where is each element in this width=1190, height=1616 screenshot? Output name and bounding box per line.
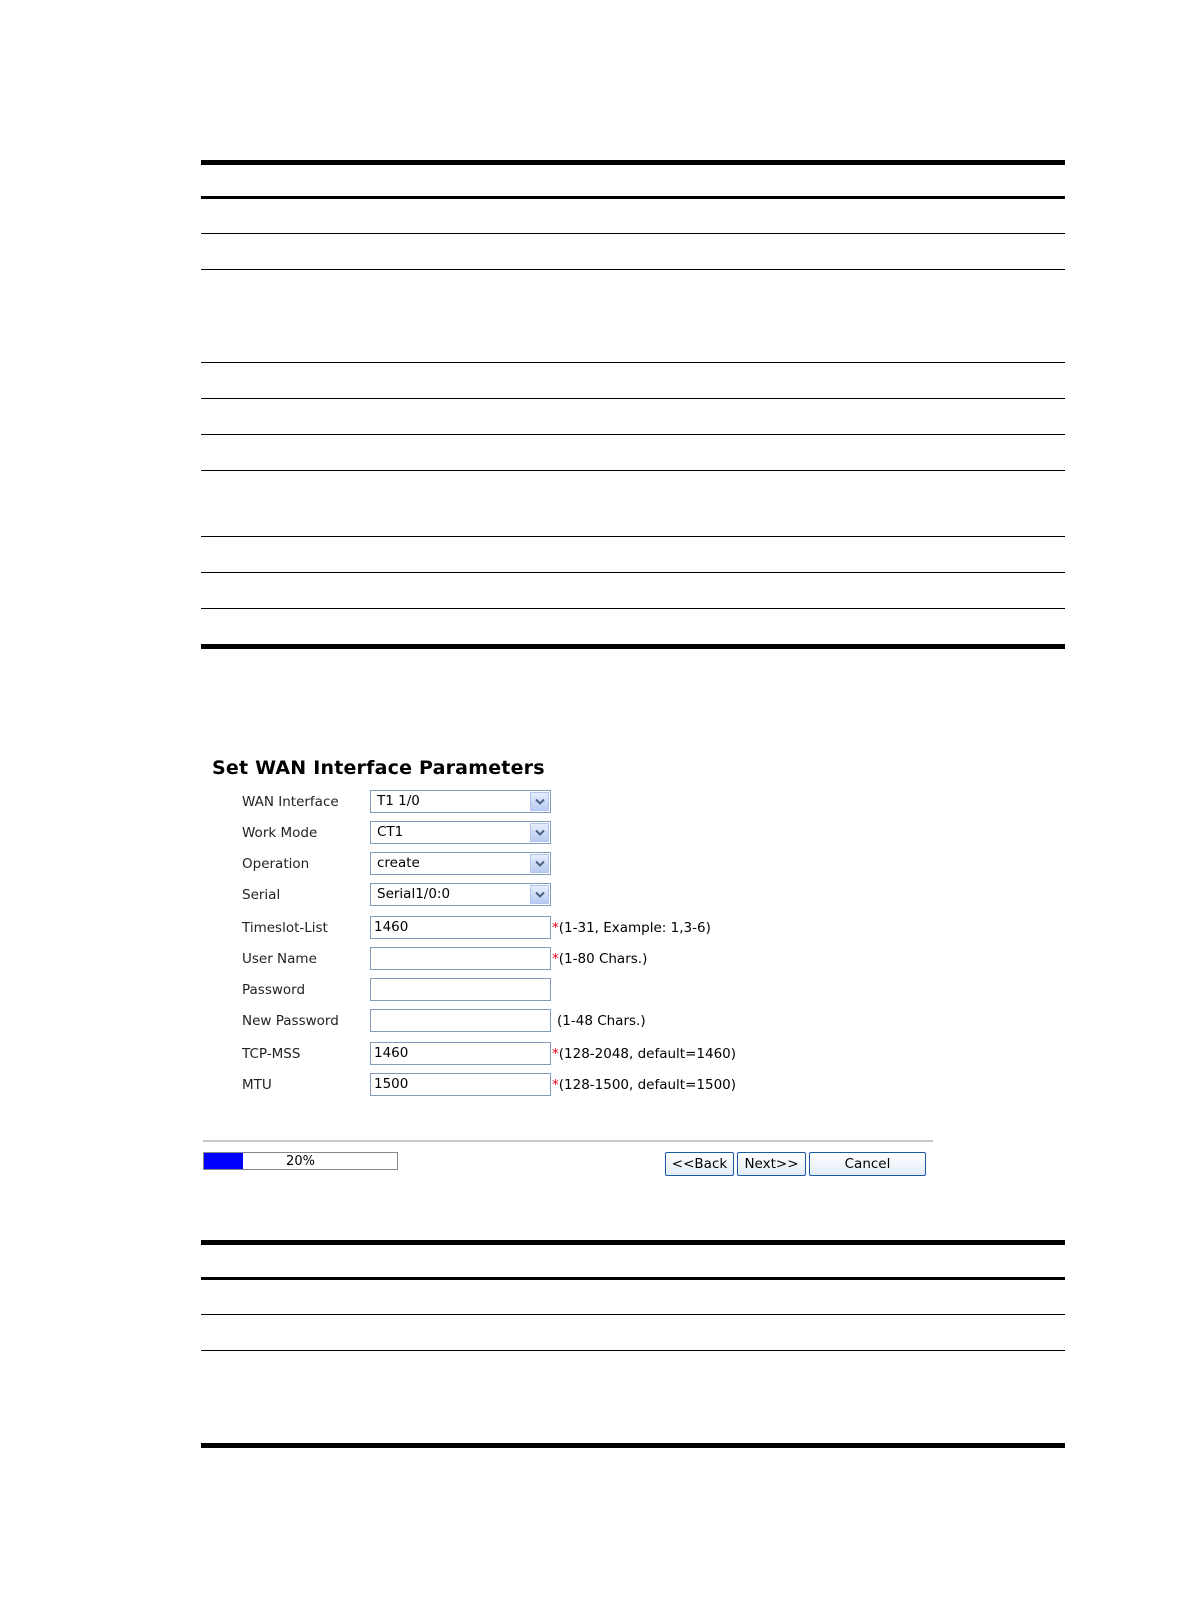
chevron-down-icon[interactable] (530, 792, 549, 811)
field-hint (552, 951, 647, 967)
field-label: Timeslot-List (242, 920, 328, 936)
field-hint (557, 1013, 646, 1029)
hint-text: (1-80 Chars.) (558, 951, 648, 967)
form-row (200, 821, 940, 847)
chevron-down-icon[interactable] (530, 885, 549, 904)
wan-interface-panel (200, 740, 940, 1180)
field-hint (552, 1077, 736, 1093)
required-mark: * (552, 1077, 559, 1093)
hint-text: (128-1500, default=1500) (558, 1077, 737, 1093)
form-row (200, 916, 940, 942)
separator (203, 1140, 933, 1142)
field-label: New Password (242, 1013, 339, 1029)
user-name-input[interactable] (370, 947, 551, 970)
work-mode-select[interactable] (370, 821, 551, 844)
progress-label: 20% (286, 1154, 315, 1169)
chevron-down-icon[interactable] (530, 823, 549, 842)
table-rule (201, 233, 1065, 234)
serial-select[interactable] (370, 883, 551, 906)
required-mark: * (552, 1046, 559, 1062)
table-rule (201, 1314, 1065, 1315)
field-value: T1 1/0 (377, 793, 420, 809)
table-rule (201, 434, 1065, 435)
field-value: Serial1/0:0 (377, 886, 451, 902)
field-value: 1460 (374, 919, 409, 935)
table-rule (201, 536, 1065, 537)
table-rule (201, 196, 1065, 199)
field-label: Work Mode (242, 825, 318, 841)
cancel-button[interactable]: Cancel (809, 1152, 926, 1176)
field-value: 1500 (374, 1076, 409, 1092)
required-mark: * (552, 951, 559, 967)
operation-select[interactable] (370, 852, 551, 875)
hint-text: (1-31, Example: 1,3-6) (558, 920, 711, 936)
table-rule (201, 398, 1065, 399)
timeslot-list-input[interactable] (370, 916, 551, 939)
field-value: 1460 (374, 1045, 409, 1061)
field-hint (552, 920, 711, 936)
next-button[interactable]: Next>> (737, 1152, 806, 1176)
table-rule (201, 1240, 1065, 1245)
form-row (200, 1042, 940, 1068)
table-rule (201, 1277, 1065, 1280)
progress-bar (203, 1152, 398, 1170)
required-mark: * (552, 920, 559, 936)
table-rule (201, 269, 1065, 270)
field-label: TCP-MSS (242, 1046, 301, 1062)
table-rule (201, 362, 1065, 363)
form-row (200, 947, 940, 973)
wan-interface-select[interactable] (370, 790, 551, 813)
table-rule (201, 160, 1065, 165)
form-row (200, 883, 940, 909)
password-input[interactable] (370, 978, 551, 1001)
field-label: Serial (242, 887, 281, 903)
mtu-input[interactable] (370, 1073, 551, 1096)
back-button[interactable]: <<Back (665, 1152, 734, 1176)
form-row (200, 790, 940, 816)
table-rule (201, 572, 1065, 573)
form-row (200, 1073, 940, 1099)
form-row (200, 1009, 940, 1035)
chevron-down-icon[interactable] (530, 854, 549, 873)
panel-title: Set WAN Interface Parameters (212, 757, 545, 779)
field-label: User Name (242, 951, 317, 967)
table-rule (201, 644, 1065, 649)
table-rule (201, 608, 1065, 609)
field-label: Password (242, 982, 306, 998)
table-rule (201, 1350, 1065, 1351)
field-value: create (377, 855, 420, 871)
field-hint (552, 1046, 736, 1062)
field-label: Operation (242, 856, 310, 872)
form-row (200, 852, 940, 878)
table-rule (201, 470, 1065, 471)
field-label: WAN Interface (242, 794, 339, 810)
field-value: CT1 (377, 824, 404, 840)
table-rule (201, 1443, 1065, 1448)
new-password-input[interactable] (370, 1009, 551, 1032)
hint-text: (1-48 Chars.) (557, 1013, 646, 1029)
form-row (200, 978, 940, 1004)
field-label: MTU (242, 1077, 272, 1093)
tcp-mss-input[interactable] (370, 1042, 551, 1065)
hint-text: (128-2048, default=1460) (558, 1046, 737, 1062)
